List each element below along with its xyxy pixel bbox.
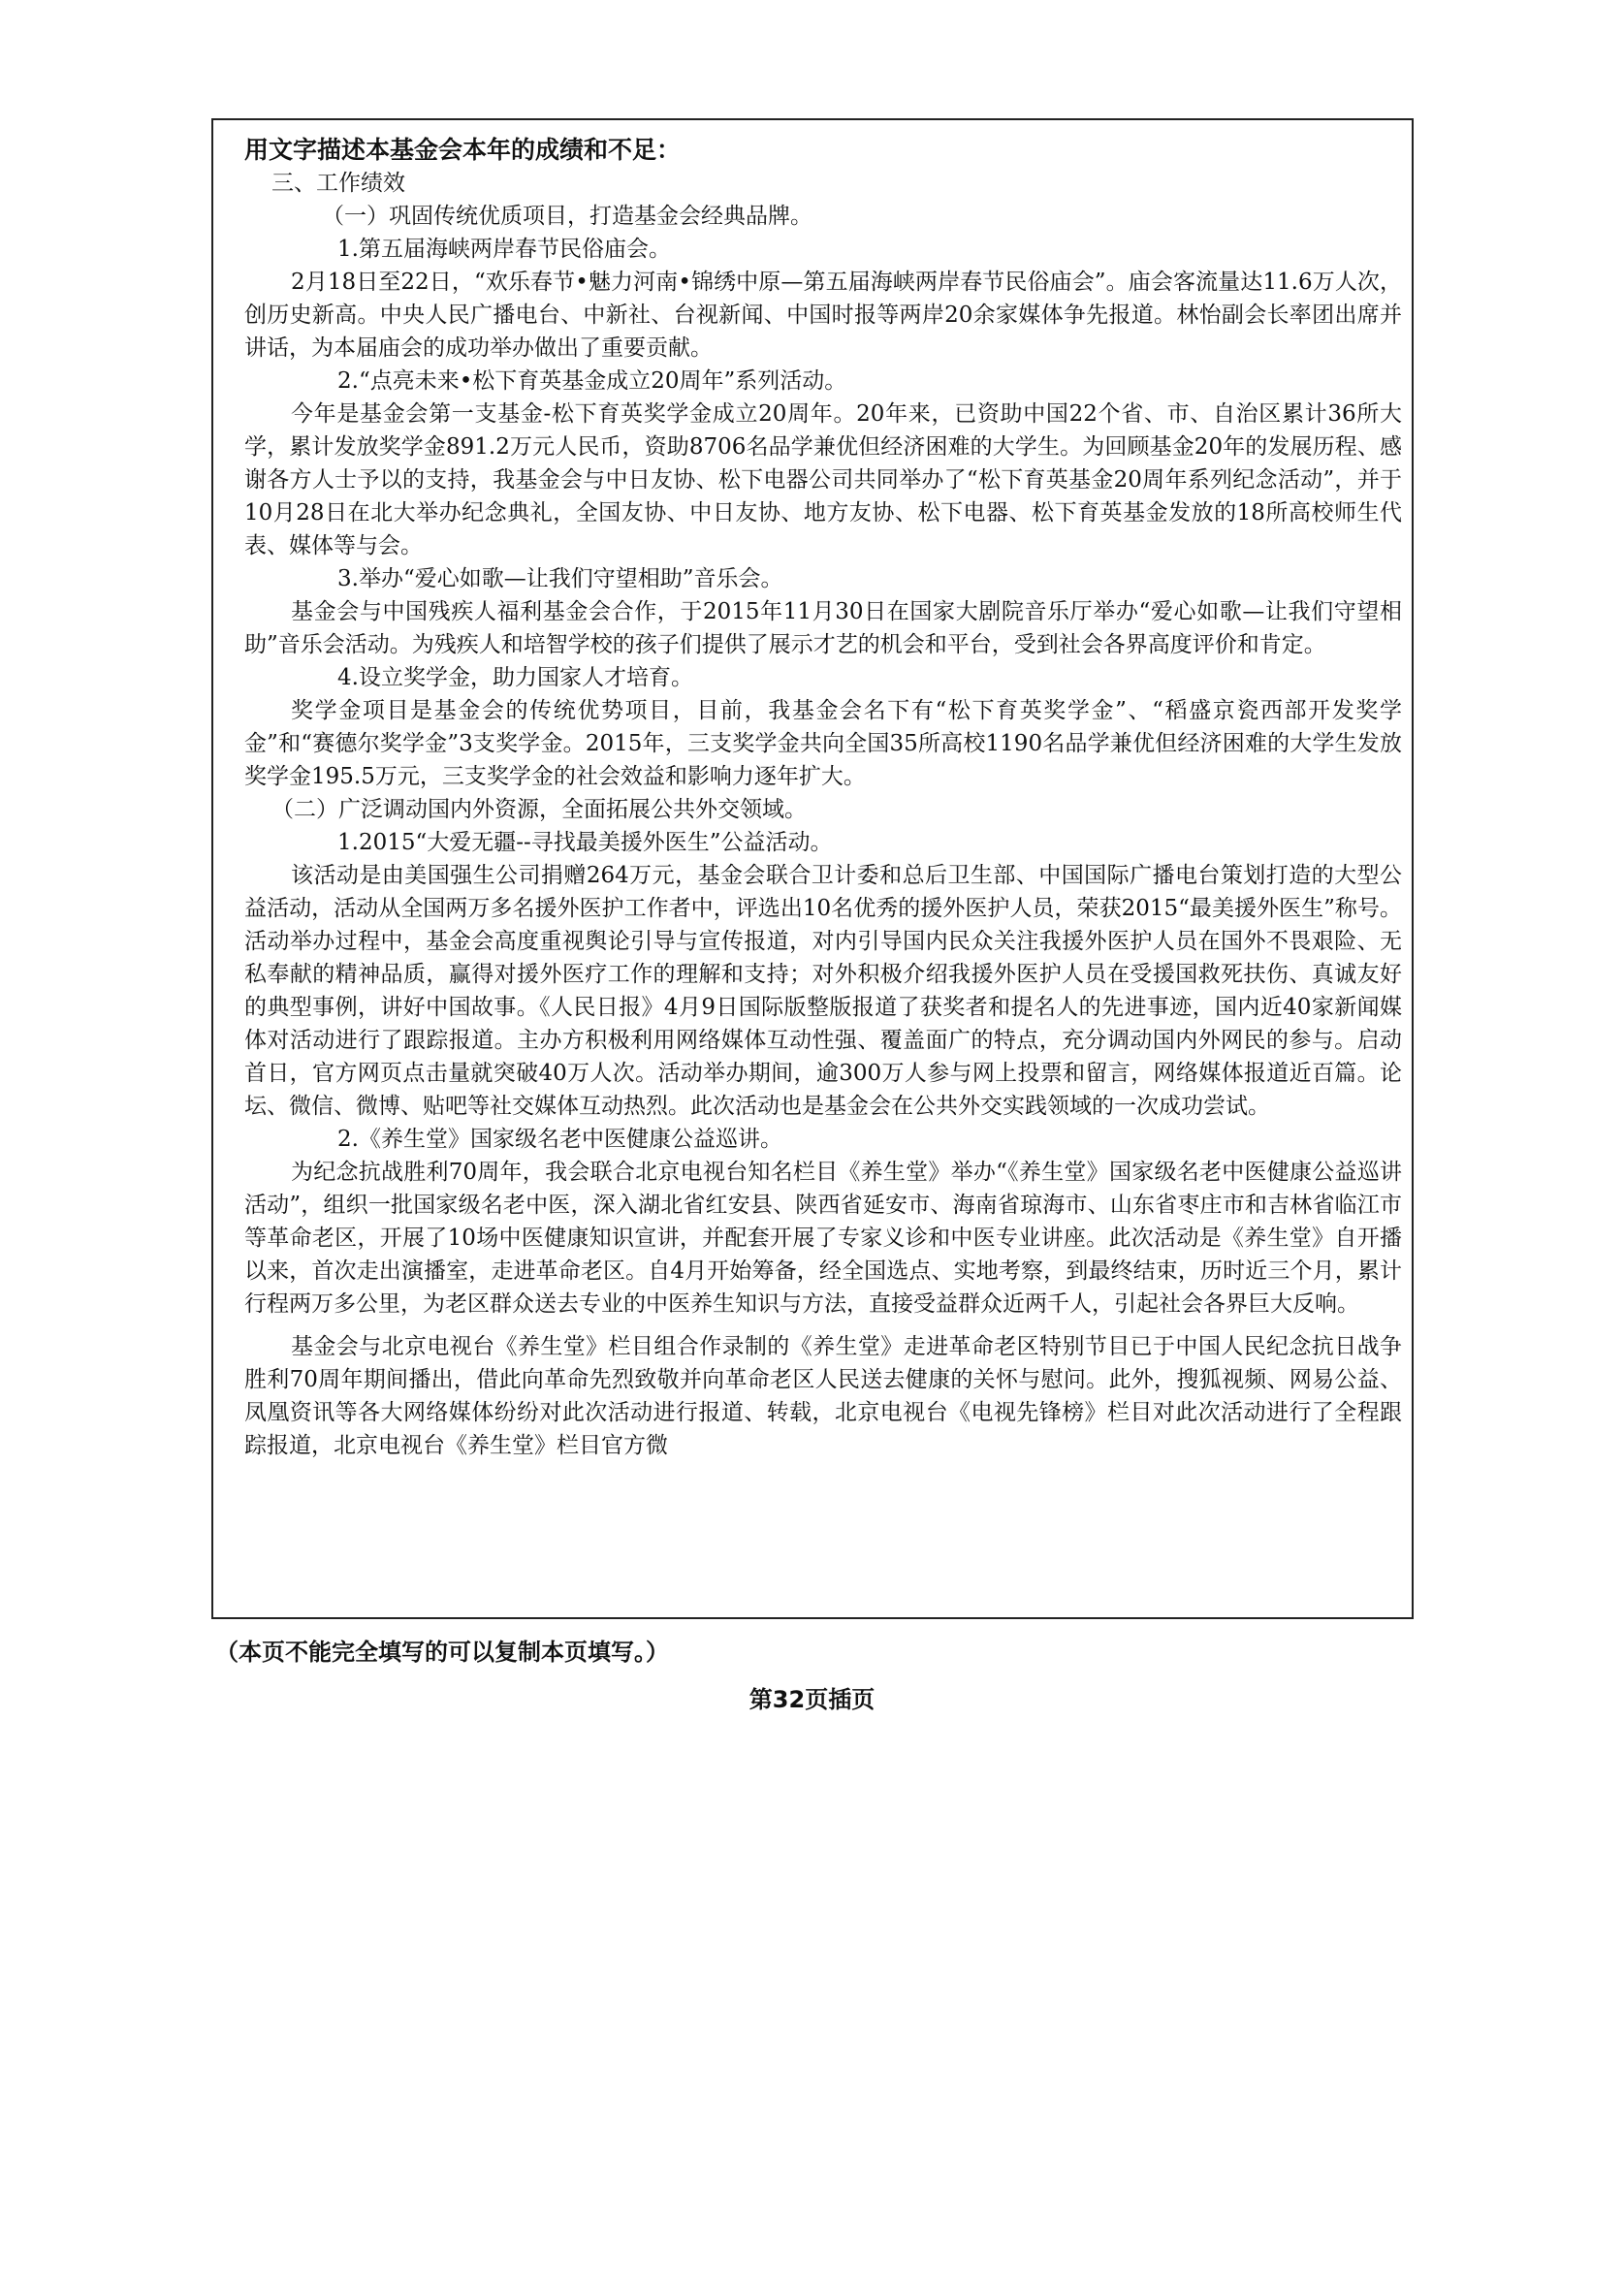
box-heading: 用文字描述本基金会本年的成绩和不足： bbox=[244, 136, 682, 164]
paragraph-gap bbox=[244, 1321, 1402, 1330]
footnote: （本页不能完全填写的可以复制本页填写。） bbox=[215, 1639, 669, 1666]
part1-item2-body: 今年是基金会第一支基金-松下育英奖学金成立20周年。20年来，已资助中国22个省、市、自治区累计36所大学，累计发放奖学金891.2万元人民币，资助8706名品学兼优但经济困难的大学生。为回顾基金20年的发展历程、感谢各方人士予以的支持，我基金会与中日友协、松下电器公司共同举办了“松下育英基金20周年系列纪念活动”，并于10月28日在北大举办纪念典礼，全国友协、中日友协、地方友协、松下电器、松下育英基金发放的18所高校师生代表、媒体等与会。 bbox=[244, 401, 1402, 558]
part2-title: （二）广泛调动国内外资源，全面拓展公共外交领域。 bbox=[271, 797, 807, 822]
section-title: 三、工作绩效 bbox=[271, 171, 405, 196]
part1-item2-title: 2.“点亮未来•松下育英基金成立20周年”系列活动。 bbox=[337, 368, 847, 394]
part1-item4-title: 4.设立奖学金，助力国家人才培育。 bbox=[337, 665, 693, 690]
part2-item2-body: 为纪念抗战胜利70周年，我会联合北京电视台知名栏目《养生堂》举办“《养生堂》国家级名老中医健康公益巡讲活动”，组织一批国家级名老中医，深入湖北省红安县、陕西省延安市、海南省琼海市、山东省枣庄市和吉林省临江市等革命老区，开展了10场中医健康知识宣讲，并配套开展了专家义诊和中医专业讲座。此次活动是《养生堂》自开播以来，首次走出演播室，走进革命老区。自4月开始筹备，经全国选点、实地考察，到最终结束，历时近三个月，累计行程两万多公里，为老区群众送去专业的中医养生知识与方法，直接受益群众近两千人，引起社会各界巨大反响。 bbox=[244, 1160, 1402, 1317]
part1-item3-body: 基金会与中国残疾人福利基金会合作，于2015年11月30日在国家大剧院音乐厅举办“爱心如歌—让我们守望相助”音乐会活动。为残疾人和培智学校的孩子们提供了展示才艺的机会和平台，受到社会各界高度评价和肯定。 bbox=[244, 599, 1402, 657]
part2-item1-body: 该活动是由美国强生公司捐赠264万元，基金会联合卫计委和总后卫生部、中国国际广播电台策划打造的大型公益活动，活动从全国两万多名援外医护工作者中，评选出10名优秀的援外医护人员，荣获2015“最美援外医生”称号。活动举办过程中，基金会高度重视舆论引导与宣传报道，对内引导国内民众关注我援外医护人员在国外不畏艰险、无私奉献的精神品质，赢得对援外医疗工作的理解和支持；对外积极介绍我援外医护人员在受援国救死扶伤、真诚友好的典型事例，讲好中国故事。《人民日报》4月9日国际版整版报道了获奖者和提名人的先进事迹，国内近40家新闻媒体对活动进行了跟踪报道。主办方积极利用网络媒体互动性强、覆盖面广的特点，充分调动国内外网民的参与。启动首日，官方网页点击量就突破40万人次。活动举办期间，逾300万人参与网上投票和留言，网络媒体报道近百篇。论坛、微信、微博、贴吧等社交媒体互动热烈。此次活动也是基金会在公共外交实践领域的一次成功尝试。 bbox=[244, 863, 1402, 1119]
report-box bbox=[211, 118, 1414, 1619]
part1-item4-body: 奖学金项目是基金会的传统优势项目，目前，我基金会名下有“松下育英奖学金”、“稻盛京瓷西部开发奖学金”和“赛德尔奖学金”3支奖学金。2015年，三支奖学金共向全国35所高校1190名品学兼优但经济困难的大学生发放奖学金195.5万元，三支奖学金的社会效益和影响力逐年扩大。 bbox=[244, 698, 1402, 789]
part1-item1-body: 2月18日至22日，“欢乐春节•魅力河南•锦绣中原—第五届海峡两岸春节民俗庙会”。庙会客流量达11.6万人次，创历史新高。中央人民广播电台、中新社、台视新闻、中国时报等两岸20余家媒体争先报道。林怡副会长率团出席并讲话，为本届庙会的成功举办做出了重要贡献。 bbox=[244, 270, 1402, 361]
part2-item1-title: 1.2015“大爱无疆--寻找最美援外医生”公益活动。 bbox=[337, 830, 833, 855]
part2-item2-title: 2.《养生堂》国家级名老中医健康公益巡讲。 bbox=[337, 1127, 782, 1152]
report-content bbox=[244, 134, 1402, 1462]
page-label: 第32页插页 bbox=[748, 1686, 876, 1713]
part1-title: （一）巩固传统优质项目，打造基金会经典品牌。 bbox=[322, 204, 812, 229]
part1-item3-title: 3.举办“爱心如歌—让我们守望相助”音乐会。 bbox=[337, 566, 783, 591]
part1-item1-title: 1.第五届海峡两岸春节民俗庙会。 bbox=[337, 237, 671, 262]
part2-item2-body-continued: 基金会与北京电视台《养生堂》栏目组合作录制的《养生堂》走进革命老区特别节目已于中国人民纪念抗日战争胜利70周年期间播出，借此向革命先烈致敬并向革命老区人民送去健康的关怀与慰问。此外，搜狐视频、网易公益、凤凰资讯等各大网络媒体纷纷对此次活动进行报道、转载，北京电视台《电视先锋榜》栏目对此次活动进行了全程跟踪报道，北京电视台《养生堂》栏目官方微 bbox=[244, 1334, 1402, 1458]
